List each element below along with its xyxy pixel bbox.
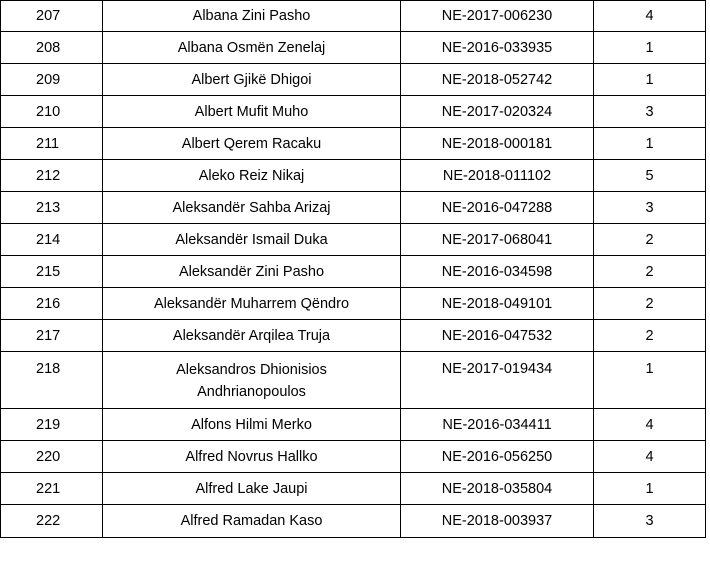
record-code: NE-2017-006230 [401,1,594,32]
person-name: Aleksandër Ismail Duka [103,224,401,256]
record-value: 1 [594,64,706,96]
record-value: 5 [594,160,706,192]
row-number: 222 [1,505,103,538]
row-number: 215 [1,256,103,288]
row-number: 211 [1,128,103,160]
record-code: NE-2017-019434 [401,352,594,409]
person-name: Aleksandër Sahba Arizaj [103,192,401,224]
record-code: NE-2018-049101 [401,288,594,320]
table-row [1,64,706,96]
record-value: 4 [594,409,706,441]
person-name: Aleko Reiz Nikaj [103,160,401,192]
table-row [1,441,706,473]
row-number: 221 [1,473,103,505]
table-row [1,320,706,352]
record-value: 3 [594,192,706,224]
row-number: 210 [1,96,103,128]
person-name: Alfred Lake Jaupi [103,473,401,505]
row-number: 219 [1,409,103,441]
table-row [1,288,706,320]
record-value: 3 [594,505,706,538]
person-name: Aleksandros Dhionisios Andhrianopoulos [103,352,401,409]
table-row [1,409,706,441]
record-value: 2 [594,320,706,352]
record-code: NE-2018-052742 [401,64,594,96]
row-number: 214 [1,224,103,256]
table-row [1,256,706,288]
row-number: 212 [1,160,103,192]
row-number: 217 [1,320,103,352]
row-number: 208 [1,32,103,64]
person-name: Aleksandër Muharrem Qëndro [103,288,401,320]
record-code: NE-2016-033935 [401,32,594,64]
person-name: Aleksandër Zini Pasho [103,256,401,288]
record-code: NE-2016-047532 [401,320,594,352]
record-code: NE-2016-034598 [401,256,594,288]
record-code: NE-2016-056250 [401,441,594,473]
person-name: Alfons Hilmi Merko [103,409,401,441]
person-name: Alfred Ramadan Kaso [103,505,401,538]
record-code: NE-2016-047288 [401,192,594,224]
table-row [1,128,706,160]
table-row [1,1,706,32]
person-name: Aleksandër Arqilea Truja [103,320,401,352]
person-name: Alfred Novrus Hallko [103,441,401,473]
person-name: Albana Zini Pasho [103,1,401,32]
table-row [1,505,706,538]
record-value: 2 [594,224,706,256]
record-code: NE-2018-035804 [401,473,594,505]
record-code: NE-2017-020324 [401,96,594,128]
record-value: 1 [594,352,706,409]
table-row [1,96,706,128]
person-name: Albert Mufit Muho [103,96,401,128]
record-code: NE-2016-034411 [401,409,594,441]
record-code: NE-2017-068041 [401,224,594,256]
record-value: 4 [594,1,706,32]
record-code: NE-2018-003937 [401,505,594,538]
row-number: 209 [1,64,103,96]
person-name: Albert Qerem Racaku [103,128,401,160]
table-row [1,160,706,192]
record-value: 4 [594,441,706,473]
row-number: 207 [1,1,103,32]
row-number: 220 [1,441,103,473]
table-row [1,473,706,505]
table-row [1,32,706,64]
table-row [1,352,706,409]
record-value: 1 [594,473,706,505]
table-row [1,224,706,256]
record-value: 2 [594,256,706,288]
person-name: Albert Gjikë Dhigoi [103,64,401,96]
record-value: 3 [594,96,706,128]
row-number: 213 [1,192,103,224]
row-number: 218 [1,352,103,409]
record-value: 2 [594,288,706,320]
table-row [1,192,706,224]
record-value: 1 [594,32,706,64]
record-code: NE-2018-000181 [401,128,594,160]
row-number: 216 [1,288,103,320]
record-code: NE-2018-011102 [401,160,594,192]
record-value: 1 [594,128,706,160]
person-name: Albana Osmën Zenelaj [103,32,401,64]
